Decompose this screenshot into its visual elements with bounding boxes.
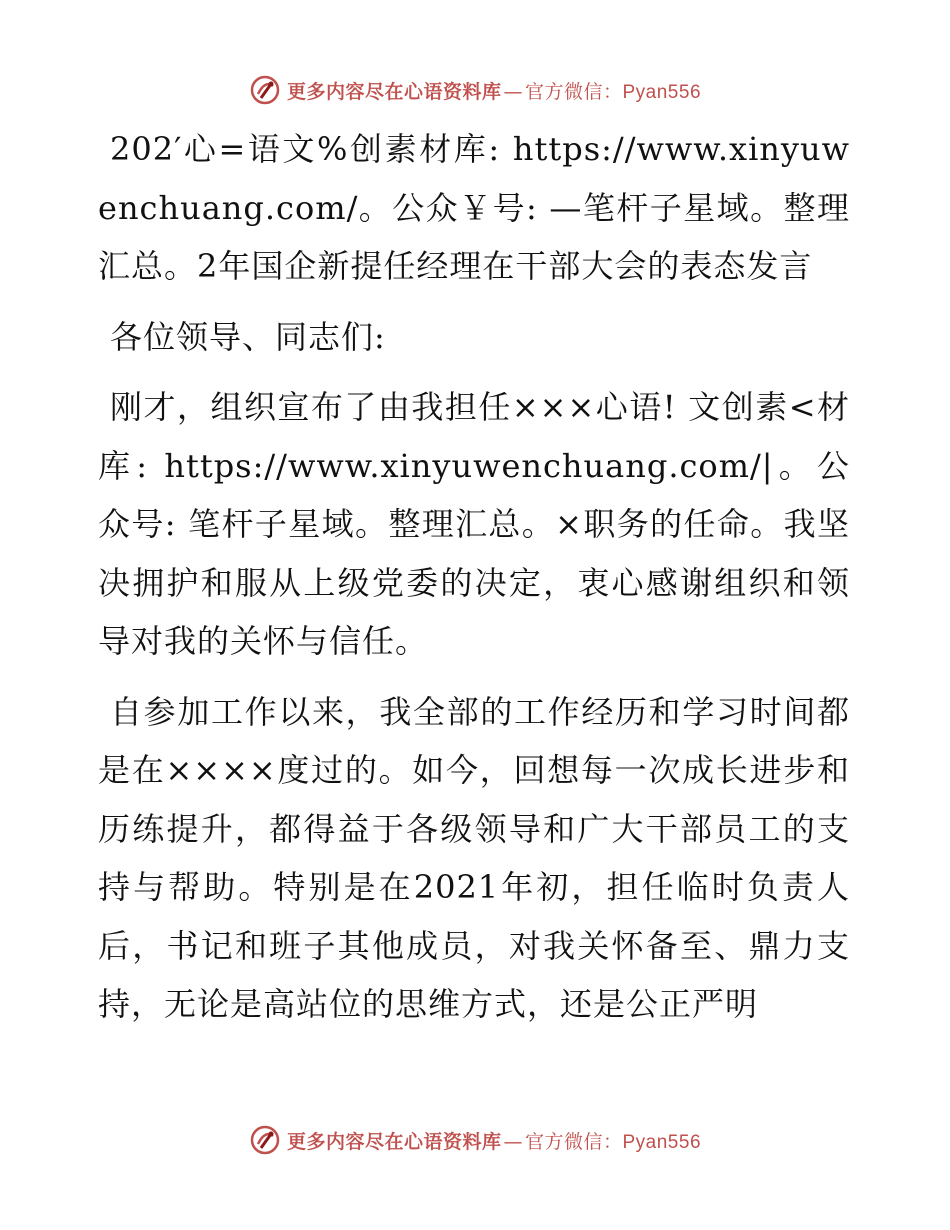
footer-watermark-banner	[0, 1120, 950, 1160]
library-logo-icon	[249, 74, 281, 106]
watermark-official-label: 官方微信：	[524, 80, 623, 103]
header-watermark-text	[287, 77, 701, 104]
paragraph-work-experience: 自参加工作以来，我全部的工作经历和学习时间都是在××××度过的。如今，回想每一次成长进步和历练提升，都得益于各级领导和广大干部员工的支持与帮助。特别是在2021年初，担任临时负责人后，书记和班子其他成员，对我关怀备至、鼎力支持，无论是高站位的思维方式，还是公正严明	[98, 692, 850, 1023]
document-title-block: 202′心=语文%创素材库: https://www.xinyuwenchuang.com/。公众￥号: —笔杆子星域。整理汇总。2年国企新提任经理在干部大会的表态发言	[98, 130, 850, 285]
watermark-brand: 更多内容尽在心语资料库	[286, 80, 502, 103]
header-watermark-banner	[0, 70, 950, 110]
watermark-account: Pyan556	[622, 1131, 702, 1153]
watermark-dash: —	[503, 80, 523, 103]
watermark-account: Pyan556	[622, 81, 702, 103]
footer-watermark-text	[287, 1127, 701, 1154]
library-logo-icon	[249, 1124, 281, 1156]
paragraph-appointment: 刚才，组织宣布了由我担任×××心语! 文创素<材库: https://www.xinyuwenchuang.com/|。公众号: 笔杆子星域。整理汇总。×职务的任命。我坚决拥护和服从上级党委的决定，衷心感谢组织和领导对我的关怀与信任。	[98, 388, 850, 660]
salutation: 各位领导、同志们:	[110, 317, 386, 356]
watermark-official-label: 官方微信：	[524, 1130, 623, 1153]
document-body	[98, 120, 850, 1034]
watermark-dash: —	[503, 1130, 523, 1153]
watermark-brand: 更多内容尽在心语资料库	[286, 1130, 502, 1153]
